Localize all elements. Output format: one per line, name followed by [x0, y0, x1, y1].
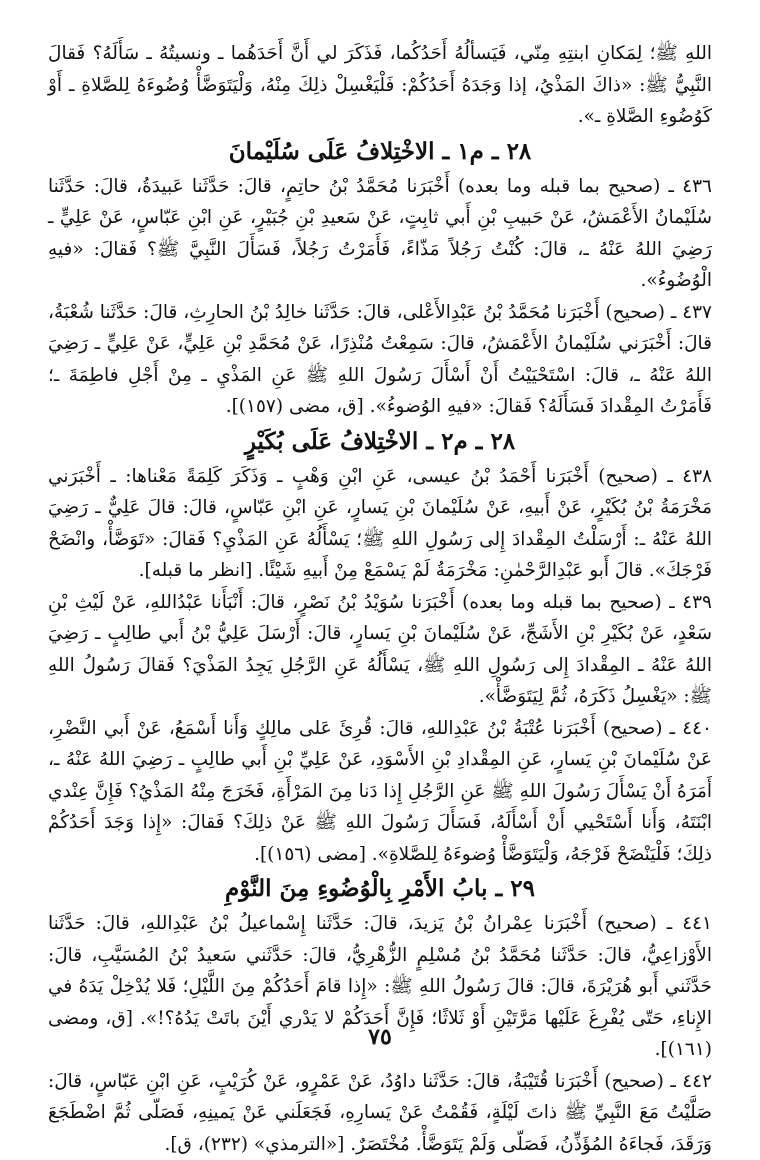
- section-heading: ٢٨ ـ م١ ـ الاخْتِلافُ عَلَى سُلَيْمانَ: [48, 133, 712, 171]
- hadith-paragraph: ٤٣٩ ـ (صحيح بما قبله وما بعده) أَخْبَرَنا سُوَيْدُ بْنُ نَصْرٍ، قالَ: أَنْبَأَنا عَبْدُاللهِ، عَنْ لَيْثِ بْنِ سَعْدٍ، عَنْ بُكَيْرِ بْنِ الأَشَجِّ، عَنْ سُلَيْمانَ بْنِ يَسارٍ، قالَ: أَرْسَلَ عَلِيُّ بْنُ أَبي طالِبٍ ـ رَضِيَ اللهُ عَنْهُ ـ المِقْدادَ إِلى رَسُولِ اللهِ ﷺ، يَسْأَلُهُ عَنِ الرَّجُلِ يَجِدُ المَذْيَ؟ فَقالَ رَسُولُ اللهِ ﷺ: «يَغْسِلُ ذَكَرَهُ، ثُمَّ لِيَتَوَضَّأْ».: [48, 587, 712, 713]
- hadith-paragraph: ٤٤١ ـ (صحيح) أَخْبَرَنا عِمْرانُ بْنُ يَزيدَ، قالَ: حَدَّثَنا إِسْماعيلُ بْنُ عَبْدِاللهِ، قالَ: حَدَّثَنا الأَوْزاعِيُّ، قالَ: حَدَّثَنا مُحَمَّدُ بْنُ مُسْلِمٍ الزُّهْرِيُّ، قالَ: حَدَّثَني سَعيدُ بْنُ المُسَيَّبِ، قالَ: حَدَّثَني أَبو هُرَيْرَةَ، قالَ: قالَ رَسُولُ اللهِ ﷺ: «إِذا قامَ أَحَدُكُمْ مِنَ اللَّيْلِ؛ فَلا يُدْخِلْ يَدَهُ في الإِناءِ، حَتّى يُفْرِغَ عَلَيْها مَرَّتَيْنِ أَوْ ثَلاثًا؛ فَإِنَّ أَحَدَكُمْ لا يَدْري أَيْنَ باتَتْ يَدُهُ؟!». [ق، ومضى (١٦١)].: [48, 908, 712, 1066]
- section-heading: ٢٨ ـ م٢ ـ الاخْتِلافُ عَلَى بُكَيْرٍ: [48, 423, 712, 461]
- hadith-paragraph: ٤٣٨ ـ (صحيح) أَخْبَرَنا أَحْمَدُ بْنُ عيسى، عَنِ ابْنِ وَهْبٍ ـ وَذَكَرَ كَلِمَةً مَعْناها: ـ أَخْبَرَني مَخْرَمَةُ بْنُ بُكَيْرٍ، عَنْ أَبيهِ، عَنْ سُلَيْمانَ بْنِ يَسارٍ، عَنِ ابْنِ عَبّاسٍ، قالَ: قالَ عَلِيٌّ ـ رَضِيَ اللهُ عَنْهُ ـ: أَرْسَلْتُ المِقْدادَ إِلى رَسُولِ اللهِ ﷺ؛ يَسْأَلُهُ عَنِ المَذْيِ؟ فَقالَ: «تَوَضَّأْ، وانْضَحْ فَرْجَكَ». قالَ أَبو عَبْدِالرَّحْمٰنِ: مَخْرَمَةُ لَمْ يَسْمَعْ مِنْ أَبيهِ شَيْئًا. [انظر ما قبله].: [48, 461, 712, 587]
- hadith-paragraph: ٤٣٧ ـ (صحيح) أَخْبَرَنا مُحَمَّدُ بْنُ عَبْدِالأَعْلى، قالَ: حَدَّثَنا خالِدُ بْنُ الحارِثِ، قالَ: حَدَّثَنا شُعْبَةُ، قالَ: أَخْبَرَني سُلَيْمانُ الأَعْمَشُ، قالَ: سَمِعْتُ مُنْذِرًا، عَنْ مُحَمَّدِ بْنِ عَلِيٍّ، عَنْ عَلِيٍّ ـ رَضِيَ اللهُ عَنْهُ ـ، قالَ: اسْتَحْيَيْتُ أَنْ أَسْأَلَ رَسُولَ اللهِ ﷺ عَنِ المَذْيِ ـ مِنْ أَجْلِ فاطِمَةَ ـ؛ فَأَمَرْتُ المِقْدادَ فَسَأَلَهُ؟ فَقالَ: «فيهِ الوُضوءُ». [ق، مضى (١٥٧)].: [48, 297, 712, 423]
- chapter-heading: ٢٩ ـ بابُ الأَمْرِ بِالْوُضُوءِ مِنَ النَّوْمِ: [48, 870, 712, 908]
- hadith-paragraph: ٤٤٠ ـ (صحيح) أَخْبَرَنا عُتْبَةُ بْنُ عَبْدِاللهِ، قالَ: قُرِئَ عَلى مالِكٍ وَأَنا أَسْمَعُ، عَنْ أَبي النَّضْرِ، عَنْ سُلَيْمانَ بْنِ يَسارٍ، عَنِ المِقْدادِ بْنِ الأَسْوَدِ، عَنْ عَلِيِّ بْنِ أَبي طالِبٍ ـ رَضِيَ اللهُ عَنْهُ ـ، أَمَرَهُ أَنْ يَسْأَلَ رَسُولَ اللهِ ﷺ عَنِ الرَّجُلِ إِذا دَنا مِنَ المَرْأَةِ، فَخَرَجَ مِنْهُ المَذْيُ؟ فَإِنَّ عِنْدي ابْنَتَهُ، وَأَنا أَسْتَحْيي أَنْ أَسْأَلَهُ، فَسَأَلَ رَسُولَ اللهِ ﷺ عَنْ ذلِكَ؟ فَقالَ: «إِذا وَجَدَ أَحَدُكُمْ ذلِكَ؛ فَلْيَنْضَحْ فَرْجَهُ، وَلْيَتَوَضَّأْ وُضوءَهُ لِلصَّلاةِ». [مضى (١٥٦)].: [48, 713, 712, 871]
- text-paragraph: اللهِ ﷺ؛ لِمَكانِ ابنتِهِ مِنّي، فَيَسألُهُ أَحَدُكُما، فَذَكَرَ لي أَنَّ أَحَدَهُما ـ ونسيتُهُ ـ سَأَلَهُ؟ فَقالَ النَّبِيُّ ﷺ: «ذاكَ المَذْيُ، إذا وَجَدَهُ أَحَدُكُمْ: فَلْيَغْسِلْ ذلِكَ مِنْهُ، وَلْيَتَوَضَّأْ وُضُوءَهُ لِلصَّلاةِ ـ أَوْ كَوُضُوءِ الصَّلاةِ ـ».: [48, 38, 712, 133]
- hadith-paragraph: ٤٤٢ ـ (صحيح) أَخْبَرَنا قُتَيْبَةُ، قالَ: حَدَّثَنا داوُدُ، عَنْ عَمْرٍو، عَنْ كُرَيْبٍ، عَنِ ابْنِ عَبّاسٍ، قالَ: صَلَّيْتُ مَعَ النَّبِيِّ ﷺ ذاتَ لَيْلَةٍ، فَقُمْتُ عَنْ يَسارِهِ، فَجَعَلَني عَنْ يَمينِهِ، فَصَلّى ثُمَّ اضْطَجَعَ وَرَقَدَ، فَجاءَهُ المُؤَذِّنُ، فَصَلّى وَلَمْ يَتَوَضَّأْ. مُخْتَصَرٌ. [«الترمذي» (٢٣٢)، ق].: [48, 1066, 712, 1160]
- page-number: ٧٥: [0, 1024, 760, 1050]
- hadith-paragraph: ٤٣٦ ـ (صحيح بما قبله وما بعده) أَخْبَرَنا مُحَمَّدُ بْنُ حاتِمٍ، قالَ: حَدَّثَنا عَبيدَةُ، قالَ: حَدَّثَنا سُلَيْمانُ الأَعْمَشُ، عَنْ حَبيبِ بْنِ أَبي ثابِتٍ، عَنْ سَعيدِ بْنِ جُبَيْرٍ، عَنِ ابْنِ عَبّاسٍ، عَنْ عَلِيٍّ ـ رَضِيَ اللهُ عَنْهُ ـ، قالَ: كُنْتُ رَجُلاً مَذّاءً، فَأَمَرْتُ رَجُلاً، فَسَأَلَ النَّبِيَّ ﷺ؟ فَقالَ: «فيهِ الْوُضُوءُ».: [48, 171, 712, 297]
